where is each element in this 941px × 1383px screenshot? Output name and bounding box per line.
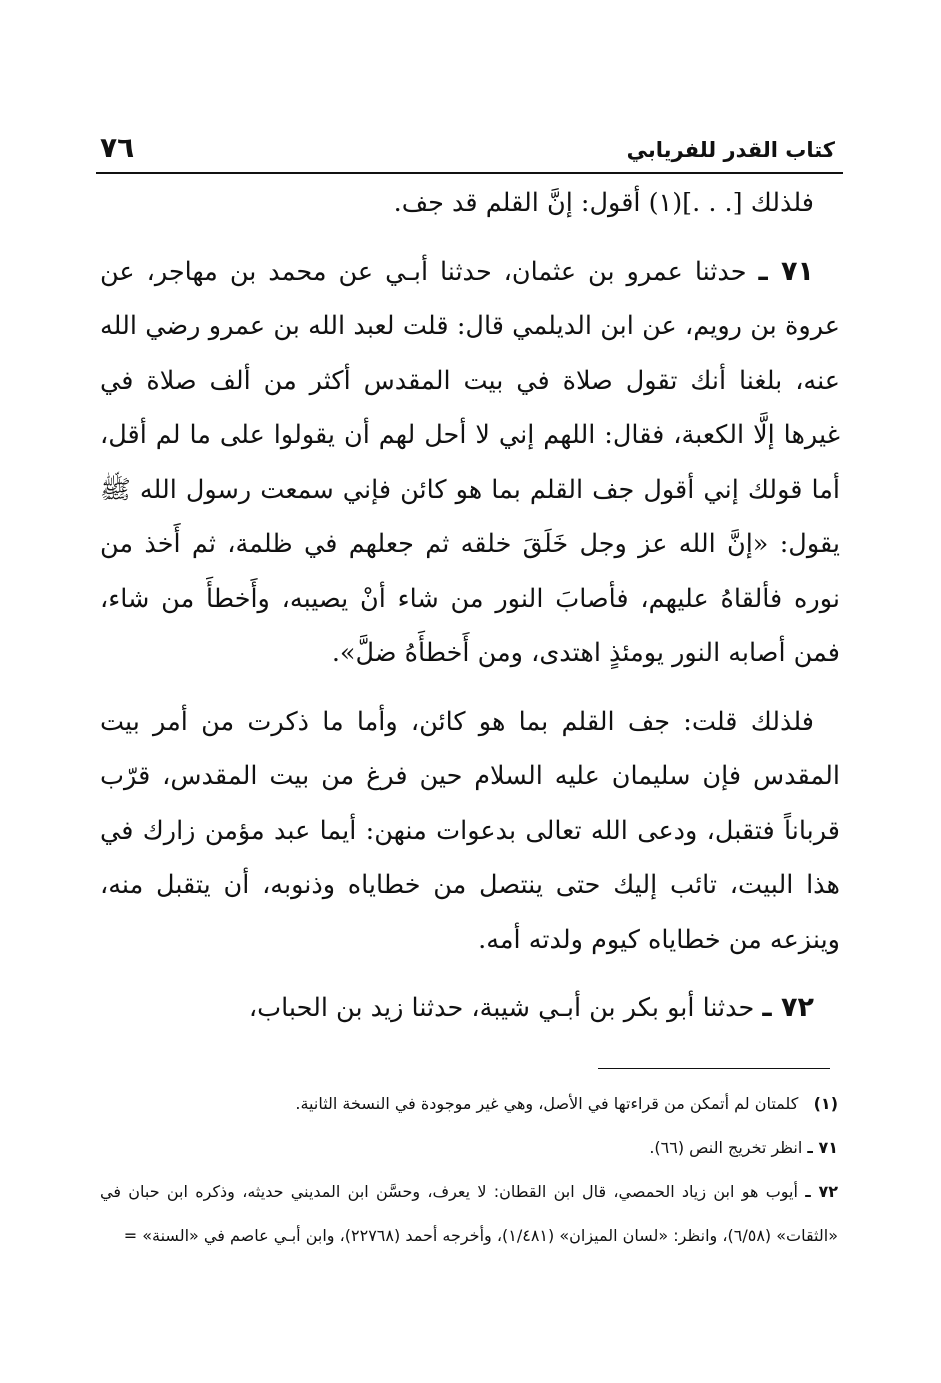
footnotes: [100, 1082, 838, 1258]
running-title: كتاب القدر للفريابي: [626, 138, 835, 162]
hadith-71: [100, 245, 840, 681]
hadith-number-72: ٧٢ ـ: [762, 992, 814, 1023]
footnote-71: [100, 1126, 838, 1170]
footnote-1-text: كلمتان لم أتمكن من قراءتها في الأصل، وهي غير موجودة في النسخة الثانية.: [295, 1094, 799, 1113]
footnote-1-number: (١): [813, 1094, 838, 1113]
hadith-72-text: حدثنا أبو بكر بن أبـي شيبة، حدثنا زيد بن الحباب،: [248, 993, 755, 1023]
main-text: [100, 176, 840, 1036]
hadith-72: [100, 981, 840, 1036]
footnote-72: [100, 1170, 838, 1258]
commentary-paragraph: فلذلك قلت: جف القلم بما هو كائن، وأما ما ذكرت من أمر بيت المقدس فإن سليمان عليه السلام حين فرغ من بيت المقدس، قرّب قرباناً فتقبل، ودعى الله تعالى بدعوات منهن: أيما عبد مؤمن زارك في هذا البيت، تائب إليك حتى ينتصل من خطاياه وذنوبه، أن يتقبل منه، وينزعه من خطاياه كيوم ولدته أمه.: [100, 706, 840, 955]
footnote-72-number: ٧٢ ـ: [805, 1182, 838, 1201]
footnote-71-text: انظر تخريج النص (٦٦).: [649, 1138, 803, 1157]
hadith-number-71: ٧١ ـ: [758, 255, 814, 287]
page-header: [96, 118, 843, 174]
footnote-72-text: أيوب هو ابن زياد الحمصي، قال ابن القطان: لا يعرف، وحسَّن ابن المديني حديثه، وذكره ابن حبان في «الثقات» (٦/٥٨)، وانظر: «لسان الميزان» (١/٤٨١)، وأخرجه أحمد (٢٢٧٦٨)، وابن أبـي عاصم في «السنة» =: [100, 1182, 838, 1245]
intro-line: فلذلك [. . .](١) أقول: إنَّ القلم قد جف.: [393, 188, 814, 218]
page-number: ٧٦: [100, 131, 135, 164]
hadith-71-text: حدثنا عمرو بن عثمان، حدثنا أبـي عن محمد بن مهاجر، عن عروة بن رويم، عن ابن الديلمي قال: قلت لعبد الله بن عمرو رضي الله عنه، بلغنا أنك تقول صلاة في بيت المقدس أكثر من ألف صلاة في غيرها إلَّا الكعبة، فقال: اللهم إني لا أحل لهم أن يقولوا على ما لم أقل، أما قولك إني أقول جف القلم بما هو كائن فإني سمعت رسول الله ﷺ يقول: «إنَّ الله عز وجل خَلَقَ خلقه ثم جعلهم في ظلمة، ثم أَخذ من نوره فألقاهُ عليهم، فأصابَ النور من شاء أنْ يصيبه، وأَخطأَ من شاء، فمن أصابه النور يومئذٍ اهتدى، ومن أَخطأَهُ ضلَّ».: [100, 256, 840, 668]
footnote-71-number: ٧١ ـ: [807, 1138, 838, 1157]
footnote-1: [100, 1082, 838, 1126]
footnote-separator: [598, 1068, 830, 1069]
